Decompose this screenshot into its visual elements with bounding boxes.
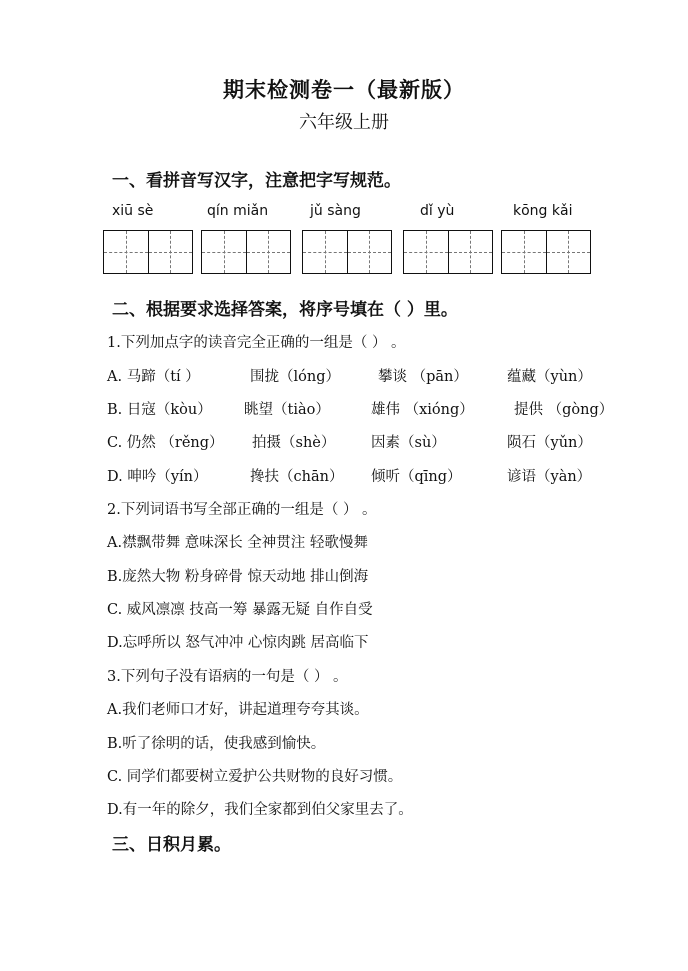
writing-cell[interactable]: [448, 231, 493, 273]
pinyin-label: dǐ yù: [420, 203, 455, 219]
section-2-heading: 二、根据要求选择答案，将序号填在（ ）里。: [112, 300, 458, 320]
writing-cell[interactable]: [303, 231, 347, 273]
writing-grid[interactable]: [201, 230, 291, 274]
q3-option-d: D.有一年的除夕，我们全家都到伯父家里去了。: [107, 802, 413, 818]
writing-cell[interactable]: [202, 231, 246, 273]
section-3-heading: 三、日积月累。: [112, 835, 231, 855]
writing-cell[interactable]: [502, 231, 546, 273]
q3-option-a: A.我们老师口才好，讲起道理夸夸其谈。: [107, 702, 369, 718]
q1-option-a-word-2: 围拢（lóng）: [250, 369, 340, 385]
pinyin-label: kōng kǎi: [513, 203, 573, 219]
q1-option-b-word-3: 雄伟 （xióng）: [371, 402, 474, 418]
q1-option-a-word-3: 攀谈 （pān）: [378, 369, 468, 385]
q1-option-d-word-1: D. 呻吟（yín）: [107, 469, 208, 485]
writing-grid[interactable]: [403, 230, 493, 274]
q2-option-d: D.忘呼所以 怒气冲冲 心惊肉跳 居高临下: [107, 635, 369, 651]
page-subtitle: 六年级上册: [299, 112, 389, 133]
pinyin-label: xiū sè: [112, 203, 154, 219]
question-1-stem: 1.下列加点字的读音完全正确的一组是（ ） 。: [107, 335, 406, 351]
q1-option-d-word-4: 谚语（yàn）: [507, 469, 592, 485]
q1-option-a-word-4: 蕴藏（yùn）: [507, 369, 592, 385]
writing-cell[interactable]: [347, 231, 392, 273]
writing-cell[interactable]: [148, 231, 193, 273]
pinyin-label: jǔ sàng: [310, 203, 361, 219]
writing-cell[interactable]: [246, 231, 291, 273]
question-2-stem: 2.下列词语书写全部正确的一组是（ ） 。: [107, 502, 377, 518]
q1-option-b-word-1: B. 日寇（kòu）: [107, 402, 212, 418]
q1-option-d-word-2: 搀扶（chān）: [250, 469, 344, 485]
q2-option-b: B.庞然大物 粉身碎骨 惊天动地 排山倒海: [107, 569, 369, 585]
q1-option-c-word-4: 陨石（yǔn）: [507, 435, 592, 451]
writing-cell[interactable]: [104, 231, 148, 273]
q1-option-d-word-3: 倾听（qīng）: [371, 469, 462, 485]
q2-option-a: A.襟飘带舞 意味深长 全神贯注 轻歌慢舞: [107, 535, 368, 551]
q1-option-c-word-1: C. 仍然 （rěng）: [107, 435, 224, 451]
writing-cell[interactable]: [546, 231, 591, 273]
q1-option-b-word-2: 眺望（tiào）: [244, 402, 330, 418]
pinyin-label: qín miǎn: [207, 203, 269, 219]
writing-grid[interactable]: [302, 230, 392, 274]
writing-grid[interactable]: [501, 230, 591, 274]
q1-option-a-word-1: A. 马蹄（tí ）: [107, 369, 200, 385]
writing-grid[interactable]: [103, 230, 193, 274]
q2-option-c: C. 威风凛凛 技高一筹 暴露无疑 自作自受: [107, 602, 373, 618]
q3-option-c: C. 同学们都要树立爱护公共财物的良好习惯。: [107, 769, 403, 785]
page-title: 期末检测卷一（最新版）: [223, 77, 465, 102]
q1-option-c-word-2: 拍摄（shè）: [252, 435, 336, 451]
q3-option-b: B.听了徐明的话，使我感到愉快。: [107, 736, 326, 752]
q1-option-c-word-3: 因素（sù）: [371, 435, 446, 451]
writing-cell[interactable]: [404, 231, 448, 273]
section-1-heading: 一、看拼音写汉字，注意把字写规范。: [112, 171, 401, 191]
question-3-stem: 3.下列句子没有语病的一句是（ ） 。: [107, 669, 348, 685]
q1-option-b-word-4: 提供 （gòng）: [514, 402, 614, 418]
